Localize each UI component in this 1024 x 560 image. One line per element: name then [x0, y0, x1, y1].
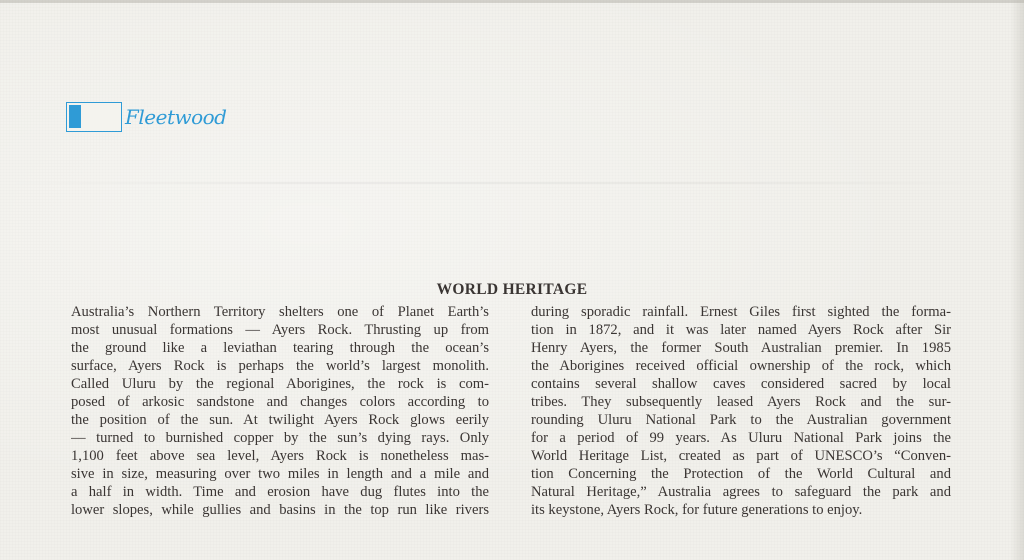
text-line: Natural Heritage,” Australia agrees to safeguard the park and [531, 484, 951, 500]
envelope-flap-shadow [0, 182, 1010, 184]
text-line: the Aborigines received official ownership of the rock, which [531, 358, 951, 374]
envelope-right-edge [1010, 0, 1024, 560]
text-line: World Heritage List, created as part of UNESCO’s “Conven- [531, 448, 951, 464]
text-line: its keystone, Ayers Rock, for future generations to enjoy. [531, 502, 863, 518]
text-line: tribes. They subsequently leased Ayers Rock and the sur- [531, 394, 951, 410]
envelope-flap-edge [0, 0, 1024, 3]
text-line: during sporadic rainfall. Ernest Giles first sighted the forma- [531, 304, 951, 320]
text-line: Called Uluru by the regional Aborigines, the rock is com- [71, 376, 489, 392]
text-line: lower slopes, while gullies and basins in the top run like rivers [71, 502, 489, 518]
text-line: — turned to burnished copper by the sun’s dying rays. Only [71, 430, 489, 446]
text-column-left [71, 303, 489, 519]
text-line: posed of arkosic sandstone and changes colors according to [71, 394, 489, 410]
fleetwood-logo-text: Fleetwood [125, 105, 227, 129]
text-line: 1,100 feet above sea level, Ayers Rock is nonetheless mas- [71, 448, 489, 464]
text-line: sive in size, measuring over two miles in length and a mile and [71, 466, 489, 482]
text-line: the position of the sun. At twilight Ayers Rock glows eerily [71, 412, 489, 428]
page-title: WORLD HERITAGE [436, 281, 588, 298]
fleetwood-logo [66, 101, 227, 133]
text-line: a half in width. Time and erosion have dug flutes into the [71, 484, 489, 500]
fleetwood-logo-icon [66, 102, 122, 132]
text-line: rounding Uluru National Park to the Australian government [531, 412, 951, 428]
text-line: tion in 1872, and it was later named Ayers Rock after Sir [531, 322, 951, 338]
text-line: Australia’s Northern Territory shelters one of Planet Earth’s [71, 304, 489, 320]
text-line: for a period of 99 years. As Uluru National Park joins the [531, 430, 951, 446]
text-line: tion Concerning the Protection of the World Cultural and [531, 466, 951, 482]
text-line: contains several shallow caves considered sacred by local [531, 376, 951, 392]
fleetwood-logo-bar [69, 105, 81, 128]
text-line: Henry Ayers, the former South Australian premier. In 1985 [531, 340, 951, 356]
text-line: surface, Ayers Rock is perhaps the world’s largest monolith. [71, 358, 489, 374]
text-line: most unusual formations — Ayers Rock. Thrusting up from [71, 322, 489, 338]
text-line: the ground like a leviathan tearing through the ocean’s [71, 340, 489, 356]
text-column-right [531, 303, 951, 519]
